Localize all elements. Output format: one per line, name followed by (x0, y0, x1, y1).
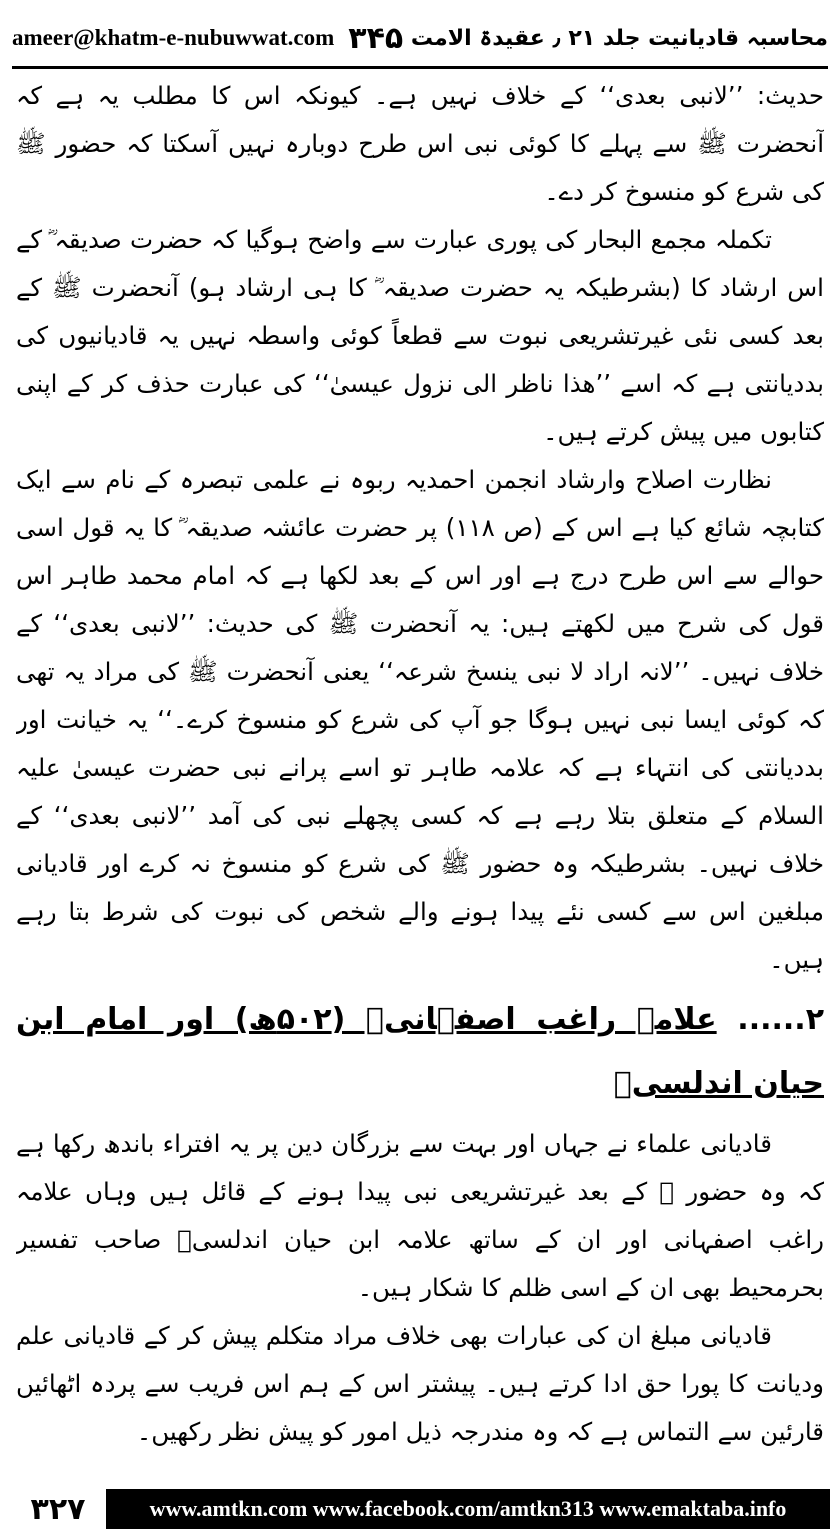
paragraph-4: قادیانی علماء نے جہاں اور بہت سے بزرگان دین پر یہ افتراء باندھ رکھا ہے کہ وہ حضور ﷺ کے بعد غیرتشریعی نبی پیدا ہونے کے قائل ہیں وہاں علامہ راغب اصفہانی اور ان کے ساتھ علامہ ابن حیان اندلسیؒ صاحب تفسیر بحرمحیط بھی ان کے اسی ظلم کا شکار ہیں۔ (16, 1129, 824, 1302)
header-book-title: محاسبہ قادیانیت جلد ۲۱ ٫ عقیدۃ الامت (410, 25, 828, 51)
paragraph-5: قادیانی مبلغ ان کی عبارات بھی خلاف مراد متکلم پیش کر کے قادیانی علم ودیانت کا پورا حق ادا کرتے ہیں۔ پیشتر اس کے ہم اس فریب سے پردہ اٹھائیں قارئین سے التماس ہے کہ وہ مندرجہ ذیل امور کو پیش نظر رکھیں۔ (16, 1321, 824, 1446)
footer-links: www.amtkn.com www.facebook.com/amtkn313 www.emaktaba.info (106, 1489, 830, 1529)
header-email: ameer@khatm-e-nubuwwat.com (12, 25, 335, 50)
paragraph-2: تکملہ مجمع البحار کی پوری عبارت سے واضح ہوگیا کہ حضرت صدیقہ ؓ کے اس ارشاد کا (بشرطیکہ یہ حضرت صدیقہ ؓ کا ہی ارشاد ہو) آنحضرت ﷺ کے بعد کسی نئی غیرتشریعی نبوت سے قطعاً کوئی واسطہ نہیں یہ قادیانیوں کی بددیانتی ہے کہ اسے ’’ھذا ناظر الی نزول عیسیٰ‘‘ کی عبارت حذف کر کے اپنی کتابوں میں پیش کرتے ہیں۔ (16, 225, 824, 446)
page-body (16, 72, 824, 1447)
section-number: ۲...... (737, 1002, 824, 1037)
section-heading-text: علامہ راغب اصفہانیؒ (۵۰۲ھ) اور امام ابن حیان اندلسیؒ (16, 1002, 824, 1101)
header-page-number: ۳۴۵ (348, 20, 404, 56)
paragraph-3: نظارت اصلاح وارشاد انجمن احمدیہ ربوہ نے علمی تبصرہ کے نام سے ایک کتابچہ شائع کیا ہے اس کے (ص ۱۱۸) پر حضرت عائشہ صدیقہ ؓ کا یہ قول اسی حوالے سے اس طرح درج ہے اور اس کے بعد لکھا ہے کہ امام محمد طاہر اس قول کی شرح میں لکھتے ہیں: یہ آنحضرت ﷺ کی حدیث: ’’لانبی بعدی‘‘ کے خلاف نہیں۔ ’’لانہ اراد لا نبی ینسخ شرعہ‘‘ یعنی آنحضرت ﷺ کی مراد یہ تھی کہ کوئی ایسا نبی نہیں ہوگا جو آپ کی شرع کو منسوخ کرے۔‘‘ یہ خیانت اور بددیانتی کی انتہاء ہے کہ علامہ طاہر تو اسے پرانے نبی حضرت عیسیٰ علیہ السلام کے متعلق بتلا رہے ہے کہ کسی پچھلے نبی کی آمد ’’لانبی بعدی‘‘ کے خلاف نہیں۔ بشرطیکہ وہ حضور ﷺ کی شرع کو منسوخ نہ کرے اور قادیانی مبلغین اس سے کسی نئے پیدا ہونے والے شخص کی نبوت کی شرط بتا رہے ہیں۔ (16, 465, 824, 974)
page-footer (10, 1486, 830, 1532)
footer-page-number: ۳۲۷ (30, 1491, 86, 1527)
section-heading (16, 988, 824, 1116)
paragraph-1: حدیث: ’’لانبی بعدی‘‘ کے خلاف نہیں ہے۔ کیونکہ اس کا مطلب یہ ہے کہ آنحضرت ﷺ سے پہلے کا کوئی نبی اس طرح دوبارہ نہیں آسکتا کہ حضور ﷺ کی شرع کو منسوخ کر دے۔ (16, 81, 824, 206)
page-header (12, 10, 828, 69)
header-left (12, 21, 403, 56)
